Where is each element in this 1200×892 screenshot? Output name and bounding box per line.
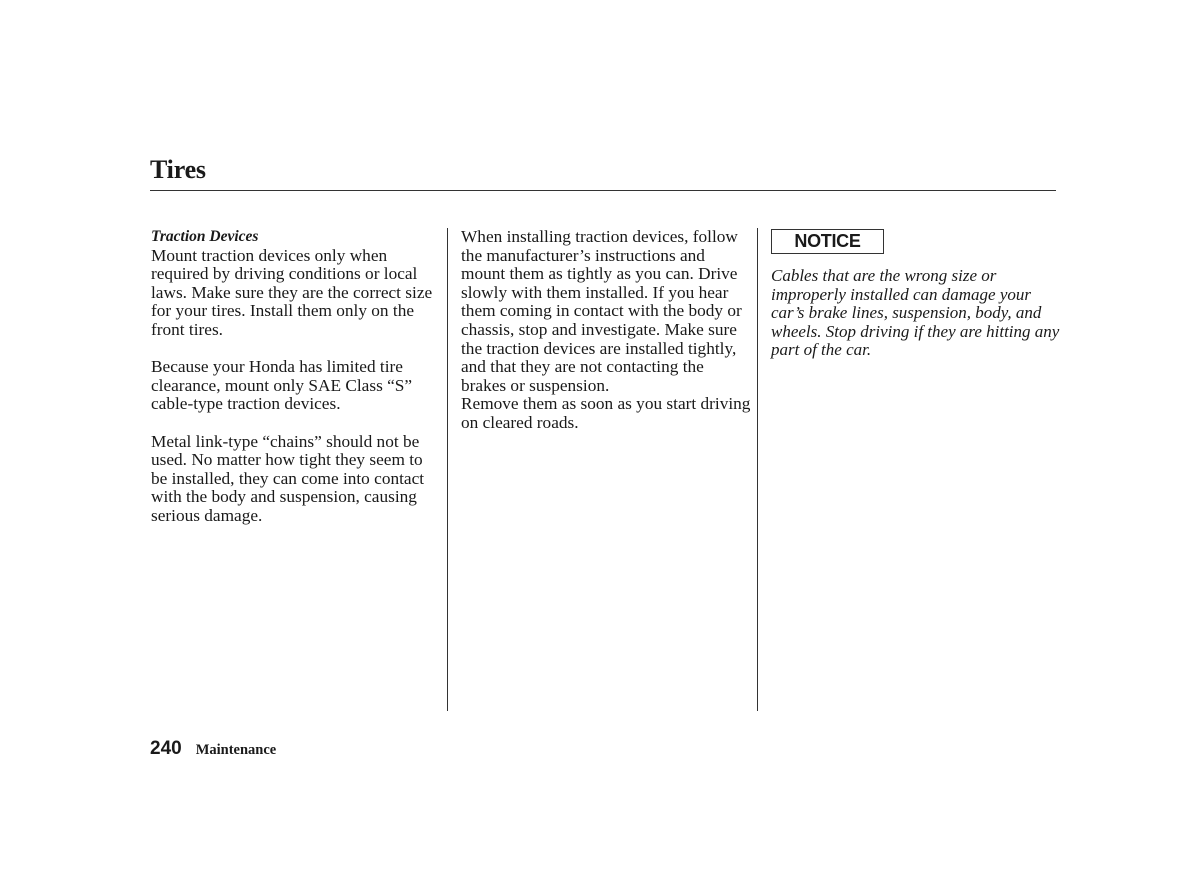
paragraph-limited-clearance: Because your Honda has limited tire clearance, mount only SAE Class “S” cable-type traction devices.: [151, 357, 413, 414]
paragraph-installing: When installing traction devices, follow the manufacturer’s instructions and mount them as tightly as you can. Drive slowly with them installed. If you hear them coming in contact with the body or chassis, stop and investigate. Make sure the traction devices are installed tightly, and that they are not contacting the brakes or suspension.: [461, 227, 742, 395]
column-divider-1: [447, 228, 448, 711]
column-traction-devices: [151, 228, 443, 526]
section-name: Maintenance: [195, 742, 277, 758]
paragraph-metal-chains: Metal link-type “chains” should not be used. No matter how tight they seem to be installed, they can come into contact with the body and suspension, causing serious damage.: [151, 431, 425, 525]
page-title: Tires: [150, 155, 206, 184]
page-number: 240: [150, 738, 182, 759]
column-notice: [771, 228, 1061, 360]
section-subheading: Traction Devices: [151, 228, 259, 245]
page-footer: [150, 738, 276, 760]
paragraph-remove: Remove them as soon as you start driving on cleared roads.: [461, 394, 751, 432]
notice-label: NOTICE: [771, 229, 884, 254]
title-divider: [150, 190, 1056, 191]
column-divider-2: [757, 228, 758, 711]
notice-text: Cables that are the wrong size or improperly installed can damage your car’s brake lines, suspension, body, and wheels. Stop driving if they are hitting any part of the car.: [771, 266, 1060, 360]
paragraph-mount-traction: Mount traction devices only when required by driving conditions or local laws. Make sure they are the correct size for your tires. Install them only on the front tires.: [151, 245, 433, 339]
column-installing: [461, 228, 753, 433]
